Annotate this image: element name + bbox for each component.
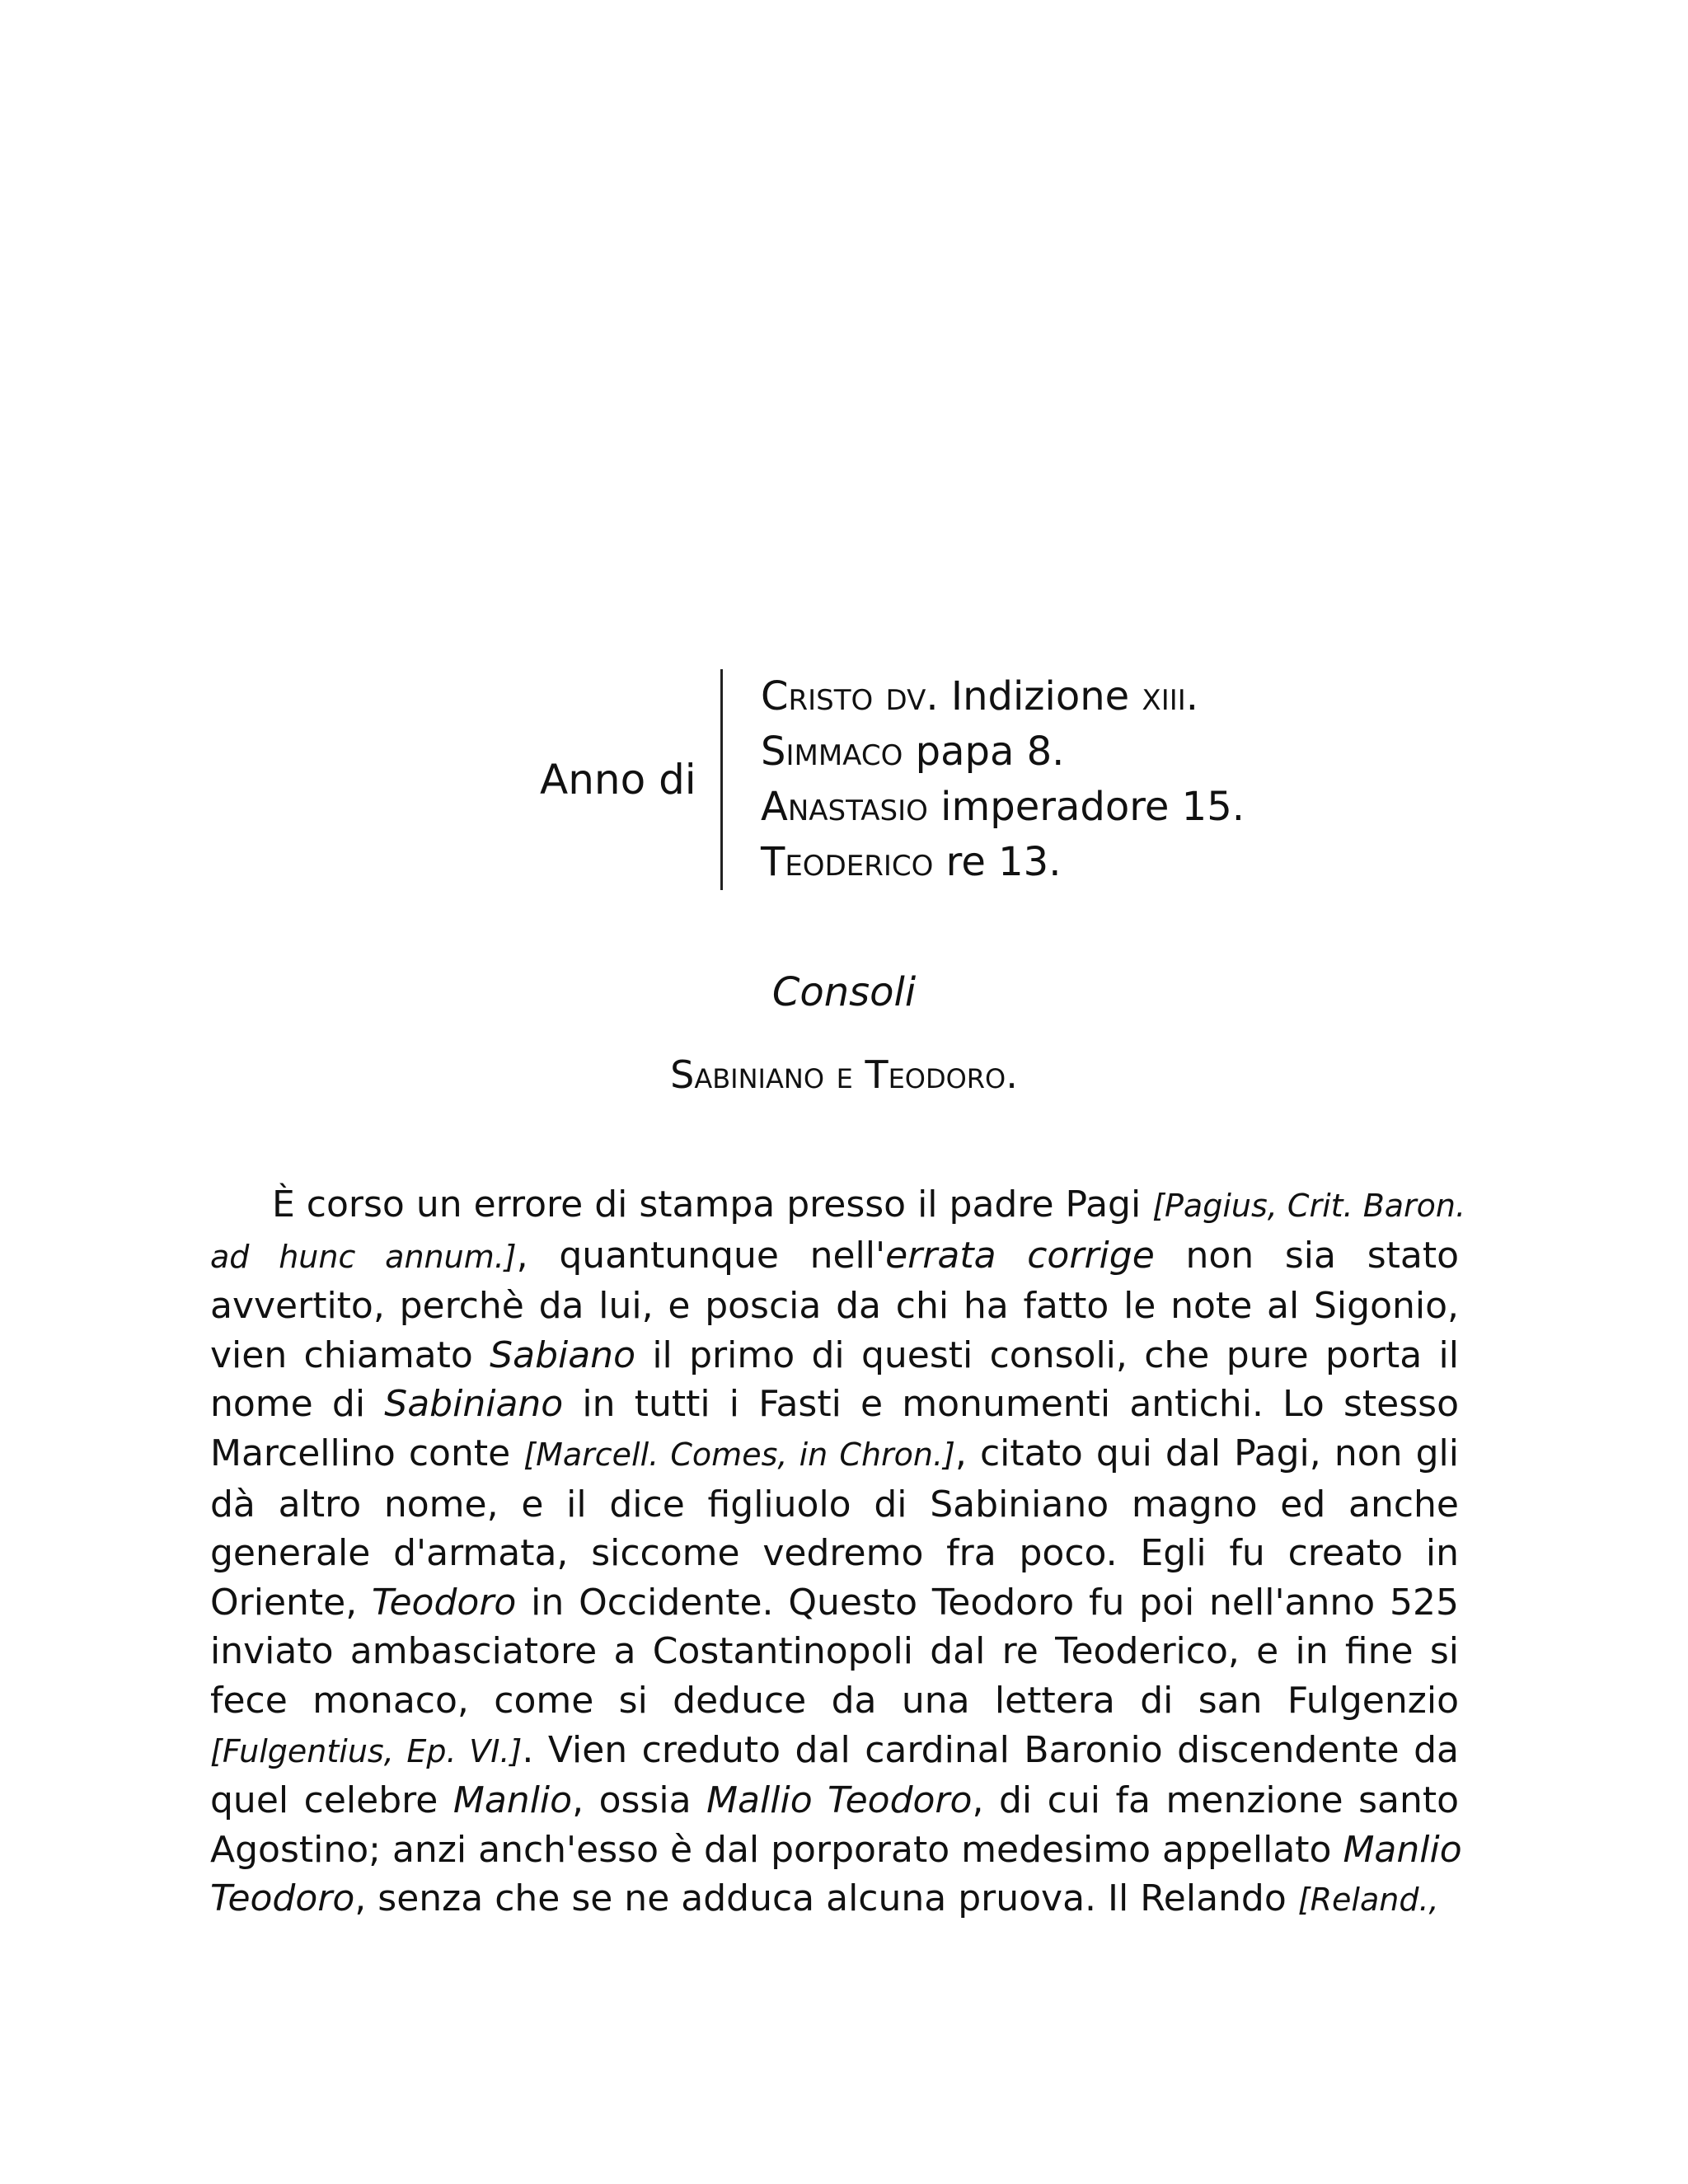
text-line: dà altro nome, e il dice figliuolo di Sabiniano magno ed anche [210, 1483, 1459, 1526]
text-span: in Occidente. Questo Teodoro fu poi nell'anno 525 [516, 1581, 1460, 1624]
text-line [210, 1429, 1459, 1480]
text-line [210, 1825, 1462, 1875]
citation-note: [Marcell. Comes, in Chron.] [523, 1436, 955, 1473]
year-line-name: Simmaco [761, 729, 903, 775]
text-span: non sia stato [1154, 1234, 1460, 1277]
text-line: inviato ambasciatore a Costantinopoli dal re Teoderico, e in fine si [210, 1630, 1459, 1673]
year-line-teoderico [761, 835, 1245, 890]
citation-note: ad hunc annum.] [210, 1238, 517, 1275]
italic-term: Teodoro [372, 1581, 517, 1624]
text-line [210, 1726, 1459, 1777]
text-span: , senza che se ne adduca alcuna pruova. Il Relando [354, 1877, 1298, 1920]
year-line-cristo [761, 669, 1245, 724]
header-divider [720, 669, 723, 890]
year-header [0, 669, 1688, 892]
text-line [210, 1331, 1459, 1380]
text-span: , ossia [572, 1779, 707, 1822]
year-list [761, 669, 1245, 890]
body-paragraph [210, 1180, 1466, 1925]
text-line [210, 1874, 1459, 1925]
italic-term: Teodoro [210, 1877, 355, 1920]
italic-term: errata corrige [885, 1234, 1155, 1277]
text-span: , quantunque nell' [516, 1234, 886, 1277]
italic-term: Mallio Teodoro [706, 1779, 973, 1822]
text-line: avvertito, perchè da lui, e poscia da chi ha fatto le note al Sigonio, [210, 1285, 1459, 1328]
text-line [210, 1578, 1459, 1628]
year-line-text: . Indizione [926, 673, 1142, 719]
text-span: . Vien creduto dal cardinal Baronio discendente da [522, 1728, 1459, 1771]
consoli-names: Sabiniano e Teodoro. [670, 1052, 1018, 1097]
consoli-heading: Consoli [771, 969, 917, 1015]
year-line-anastasio [761, 780, 1245, 835]
text-span: vien chiamato [210, 1333, 490, 1376]
citation-note: [Fulgentius, Ep. VI.] [210, 1732, 523, 1769]
text-line [210, 1180, 1466, 1231]
year-line-end: . [1185, 673, 1199, 719]
year-line-text: re 13. [933, 839, 1062, 885]
text-span: il primo di questi consoli, che pure porta il [635, 1333, 1459, 1376]
text-span: in tutti i Fasti e monumenti antichi. Lo stesso [563, 1383, 1459, 1426]
text-span: quel celebre [210, 1779, 453, 1822]
indiction-numeral: xiii [1142, 673, 1186, 719]
text-line: fece monaco, come si deduce da una lettera di san Fulgenzio [210, 1679, 1459, 1722]
text-span: Oriente, [210, 1581, 373, 1624]
text-span: , citato qui dal Pagi, non gli [954, 1432, 1459, 1474]
year-line-numeral: dv [885, 673, 926, 719]
year-line-simmaco [761, 724, 1245, 780]
text-line [210, 1380, 1459, 1429]
year-line-name: Anastasio [761, 784, 928, 830]
year-line-text: papa 8. [903, 729, 1065, 775]
text-line: generale d'armata, siccome vedremo fra poco. Egli fu creato in [210, 1532, 1459, 1575]
text-line [210, 1231, 1459, 1282]
text-span: , di cui fa menzione santo [972, 1779, 1460, 1822]
citation-note: [Pagius, Crit. Baron. [1152, 1188, 1466, 1224]
text-span: nome di [210, 1383, 385, 1426]
italic-term: Sabiniano [384, 1383, 564, 1426]
italic-term: Sabiano [490, 1333, 635, 1376]
text-span: Marcellino conte [210, 1432, 524, 1474]
year-line-text: imperadore 15. [927, 784, 1245, 830]
citation-note: [Reland., [1297, 1882, 1439, 1919]
anno-label: Anno di [540, 756, 696, 804]
year-line-name: Cristo [761, 673, 874, 719]
text-line [210, 1776, 1459, 1825]
text-span: Agostino; anzi anch'esso è dal porporato medesimo appellato [210, 1828, 1343, 1871]
text-span: È corso un errore di stampa presso il padre Pagi [272, 1183, 1153, 1226]
italic-term: Manlio [1343, 1828, 1462, 1871]
year-line-name: Teoderico [761, 839, 934, 885]
italic-term: Manlio [452, 1779, 573, 1822]
